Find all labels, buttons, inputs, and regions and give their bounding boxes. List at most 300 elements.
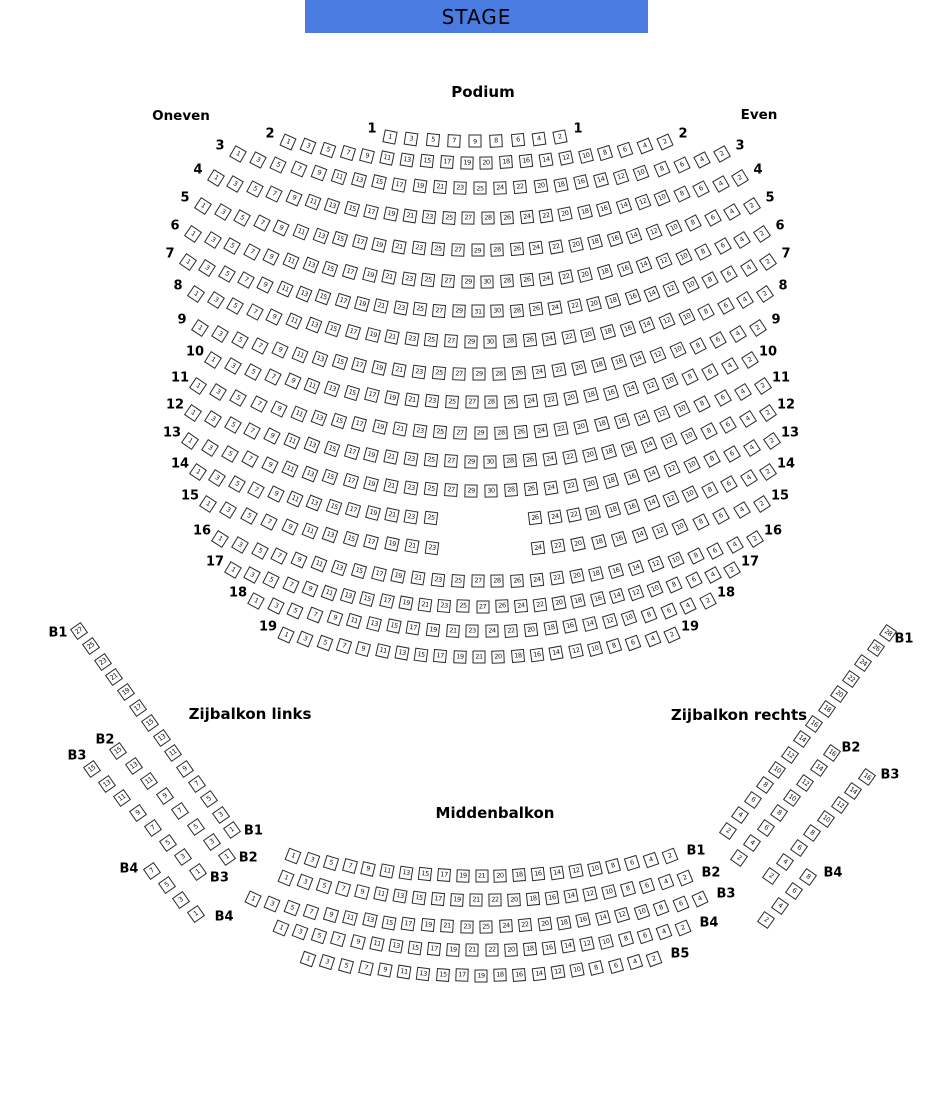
seat[interactable]: 1: [223, 821, 241, 839]
seat[interactable]: 3: [198, 259, 216, 277]
seat[interactable]: 13: [306, 495, 323, 512]
seat[interactable]: 22: [564, 478, 579, 493]
seat[interactable]: 27: [476, 600, 489, 613]
seat[interactable]: 24: [529, 241, 544, 256]
seat[interactable]: 5: [270, 156, 287, 173]
seat[interactable]: 1: [207, 169, 225, 187]
seat[interactable]: 3: [214, 203, 232, 221]
seat[interactable]: 10: [665, 219, 682, 236]
seat[interactable]: 15: [325, 321, 342, 338]
seat[interactable]: 9: [176, 760, 194, 778]
seat[interactable]: 14: [644, 285, 661, 302]
seat[interactable]: 13: [303, 436, 320, 453]
seat[interactable]: 4: [637, 138, 654, 155]
seat[interactable]: 3: [201, 439, 219, 457]
seat[interactable]: 12: [614, 907, 630, 923]
seat[interactable]: 22: [558, 269, 573, 284]
seat[interactable]: 3: [231, 536, 249, 554]
seat[interactable]: 4: [627, 954, 643, 970]
seat[interactable]: 8: [489, 134, 503, 148]
seat[interactable]: 21: [383, 478, 398, 493]
seat[interactable]: 23: [425, 540, 440, 555]
seat[interactable]: 12: [550, 965, 565, 980]
seat[interactable]: 11: [113, 789, 131, 807]
seat[interactable]: 12: [655, 253, 672, 270]
seat[interactable]: 30: [484, 484, 497, 497]
seat[interactable]: 27: [444, 454, 458, 468]
seat[interactable]: 2: [762, 867, 780, 885]
seat[interactable]: 10: [569, 963, 584, 978]
seat[interactable]: 17: [352, 234, 368, 250]
seat[interactable]: 20: [830, 685, 848, 703]
seat[interactable]: 1: [194, 197, 212, 215]
seat[interactable]: 26: [510, 242, 524, 256]
seat[interactable]: 21: [469, 893, 482, 906]
seat[interactable]: 2: [757, 911, 775, 929]
seat[interactable]: 8: [666, 576, 683, 593]
seat[interactable]: 11: [397, 965, 412, 980]
seat[interactable]: 8: [689, 337, 707, 355]
seat[interactable]: 19: [384, 536, 400, 552]
seat[interactable]: 2: [677, 870, 694, 887]
seat[interactable]: 19: [372, 360, 388, 376]
seat[interactable]: 2: [663, 626, 680, 643]
seat[interactable]: 20: [537, 917, 552, 932]
seat[interactable]: 3: [203, 833, 221, 851]
seat[interactable]: 6: [712, 507, 730, 525]
seat[interactable]: 27: [471, 574, 484, 587]
seat[interactable]: 20: [568, 237, 584, 253]
seat[interactable]: 4: [739, 410, 757, 428]
seat[interactable]: 2: [731, 169, 749, 187]
seat[interactable]: 10: [647, 581, 664, 598]
seat[interactable]: 15: [322, 261, 339, 278]
seat[interactable]: 10: [587, 861, 603, 877]
seat[interactable]: 17: [431, 892, 445, 906]
seat[interactable]: 17: [351, 357, 367, 373]
seat[interactable]: 11: [282, 461, 299, 478]
seat[interactable]: 7: [303, 903, 320, 920]
seat[interactable]: 7: [339, 145, 355, 161]
seat[interactable]: 5: [338, 958, 354, 974]
seat[interactable]: 8: [588, 960, 604, 976]
seat[interactable]: 4: [712, 175, 730, 193]
seat[interactable]: 6: [717, 297, 735, 315]
seat[interactable]: 19: [412, 179, 427, 194]
seat[interactable]: 16: [619, 321, 636, 338]
seat[interactable]: 10: [587, 641, 603, 657]
seat[interactable]: 21: [384, 449, 399, 464]
seat[interactable]: 2: [741, 351, 759, 369]
seat[interactable]: 25: [424, 333, 438, 347]
seat[interactable]: 1: [300, 951, 317, 968]
seat[interactable]: 29: [452, 304, 466, 318]
seat[interactable]: 11: [286, 313, 303, 330]
seat[interactable]: 20: [558, 206, 573, 221]
seat[interactable]: 2: [719, 822, 737, 840]
seat[interactable]: 9: [262, 456, 279, 473]
seat[interactable]: 5: [229, 390, 247, 408]
seat[interactable]: 22: [488, 893, 501, 906]
seat[interactable]: 21: [392, 421, 407, 436]
seat[interactable]: 25: [424, 453, 438, 467]
seat[interactable]: 8: [653, 161, 670, 178]
seat[interactable]: 21: [403, 208, 418, 223]
seat[interactable]: 8: [620, 881, 636, 897]
seat[interactable]: 8: [684, 214, 702, 232]
seat[interactable]: 19: [372, 237, 388, 253]
seat[interactable]: 21: [411, 571, 426, 586]
seat[interactable]: 23: [404, 451, 419, 466]
seat[interactable]: 17: [455, 969, 469, 983]
seat[interactable]: 9: [284, 373, 301, 390]
seat[interactable]: 15: [343, 530, 359, 546]
seat[interactable]: 4: [734, 383, 752, 401]
seat[interactable]: 26: [867, 639, 885, 657]
seat[interactable]: 28: [503, 334, 517, 348]
seat[interactable]: 7: [342, 858, 358, 874]
seat[interactable]: 13: [392, 889, 407, 904]
seat[interactable]: 16: [607, 231, 623, 247]
seat[interactable]: 21: [446, 624, 460, 638]
seat[interactable]: 7: [251, 337, 269, 355]
seat[interactable]: 14: [636, 257, 653, 274]
seat[interactable]: 3: [208, 469, 226, 487]
seat[interactable]: 18: [512, 868, 526, 882]
seat[interactable]: 14: [549, 865, 564, 880]
seat[interactable]: 8: [653, 899, 670, 916]
seat[interactable]: 6: [692, 180, 710, 198]
seat[interactable]: 3: [204, 410, 222, 428]
seat[interactable]: 1: [191, 319, 209, 337]
seat[interactable]: 17: [129, 698, 147, 716]
seat[interactable]: 11: [379, 150, 394, 165]
seat[interactable]: 14: [582, 616, 598, 632]
seat[interactable]: 3: [264, 895, 281, 912]
seat[interactable]: 21: [374, 298, 390, 314]
seat[interactable]: 14: [531, 967, 545, 981]
seat[interactable]: 4: [740, 469, 758, 487]
seat[interactable]: 2: [753, 495, 771, 513]
seat[interactable]: 22: [551, 362, 566, 377]
seat[interactable]: 15: [332, 231, 348, 247]
seat[interactable]: 24: [524, 394, 538, 408]
seat[interactable]: 8: [617, 931, 633, 947]
seat[interactable]: 16: [545, 890, 560, 905]
seat[interactable]: 14: [549, 646, 564, 661]
seat[interactable]: 22: [505, 624, 519, 638]
seat[interactable]: 27: [454, 426, 468, 440]
seat[interactable]: 15: [418, 867, 432, 881]
seat[interactable]: 10: [621, 610, 638, 627]
seat[interactable]: 7: [237, 271, 255, 289]
seat[interactable]: 28: [879, 624, 897, 642]
seat[interactable]: 6: [744, 791, 762, 809]
seat[interactable]: 15: [436, 968, 450, 982]
seat[interactable]: 3: [172, 891, 190, 909]
seat[interactable]: 5: [218, 265, 236, 283]
seat[interactable]: 9: [281, 518, 298, 535]
seat[interactable]: 25: [474, 182, 487, 195]
seat[interactable]: 26: [512, 366, 526, 380]
seat[interactable]: 20: [571, 536, 587, 552]
seat[interactable]: 22: [533, 597, 548, 612]
seat[interactable]: 3: [297, 631, 314, 648]
seat[interactable]: 7: [307, 606, 324, 623]
seat[interactable]: 4: [531, 131, 546, 146]
seat[interactable]: 15: [344, 384, 360, 400]
seat[interactable]: 1: [229, 145, 247, 163]
seat[interactable]: 12: [582, 886, 597, 901]
seat[interactable]: 24: [485, 624, 498, 637]
seat[interactable]: 3: [204, 231, 222, 249]
seat[interactable]: 29: [464, 335, 477, 348]
seat[interactable]: 18: [817, 700, 835, 718]
seat[interactable]: 26: [522, 333, 536, 347]
seat[interactable]: 5: [240, 507, 258, 525]
seat[interactable]: 4: [644, 631, 661, 648]
seat[interactable]: 16: [563, 619, 578, 634]
seat[interactable]: 12: [831, 796, 849, 814]
seat[interactable]: 16: [623, 469, 640, 486]
seat[interactable]: 4: [743, 439, 761, 457]
seat[interactable]: 1: [277, 626, 294, 643]
seat[interactable]: 10: [667, 552, 684, 569]
seat[interactable]: 5: [233, 209, 251, 227]
seat[interactable]: 6: [673, 156, 690, 173]
seat[interactable]: 6: [785, 882, 803, 900]
seat[interactable]: 15: [109, 742, 127, 760]
seat[interactable]: 3: [319, 954, 335, 970]
seat[interactable]: 18: [605, 502, 621, 518]
seat[interactable]: 8: [756, 776, 774, 794]
seat[interactable]: 19: [391, 569, 406, 584]
seat[interactable]: 13: [340, 588, 356, 604]
seat[interactable]: 23: [437, 599, 451, 613]
seat[interactable]: 28: [485, 396, 498, 409]
seat[interactable]: 5: [221, 445, 239, 463]
seat[interactable]: 22: [544, 392, 559, 407]
seat[interactable]: 10: [783, 789, 801, 807]
seat[interactable]: 24: [854, 654, 872, 672]
seat[interactable]: 11: [305, 194, 322, 211]
seat[interactable]: 2: [674, 919, 691, 936]
seat[interactable]: 13: [311, 350, 328, 367]
seat[interactable]: 24: [519, 210, 533, 224]
seat[interactable]: 3: [212, 806, 230, 824]
seat[interactable]: 18: [591, 534, 607, 550]
seat[interactable]: 19: [426, 622, 440, 636]
seat[interactable]: 28: [500, 274, 514, 288]
seat[interactable]: 11: [321, 584, 338, 601]
seat[interactable]: 2: [730, 849, 748, 867]
seat[interactable]: 17: [427, 942, 441, 956]
seat[interactable]: 27: [452, 367, 466, 381]
seat[interactable]: 29: [461, 275, 474, 288]
seat[interactable]: 8: [597, 145, 613, 161]
seat[interactable]: 17: [406, 621, 421, 636]
seat[interactable]: 10: [672, 518, 689, 535]
seat[interactable]: 1: [244, 890, 261, 907]
seat[interactable]: 14: [844, 782, 862, 800]
seat[interactable]: 11: [331, 168, 347, 184]
seat[interactable]: 6: [685, 572, 702, 589]
seat[interactable]: 19: [456, 869, 469, 882]
seat[interactable]: 24: [530, 572, 544, 586]
seat[interactable]: 9: [263, 248, 280, 265]
seat[interactable]: 3: [211, 325, 229, 343]
seat[interactable]: 3: [174, 848, 192, 866]
seat[interactable]: 11: [286, 490, 303, 507]
seat[interactable]: 11: [301, 523, 318, 540]
seat[interactable]: 18: [543, 621, 558, 636]
seat[interactable]: 12: [650, 346, 667, 363]
seat[interactable]: 28: [510, 304, 524, 318]
seat[interactable]: 20: [571, 360, 587, 376]
seat[interactable]: 12: [796, 774, 814, 792]
seat[interactable]: 13: [312, 227, 329, 244]
seat[interactable]: 1: [199, 495, 217, 513]
seat[interactable]: 10: [817, 810, 835, 828]
seat[interactable]: 17: [440, 155, 454, 169]
seat[interactable]: 12: [635, 194, 652, 211]
seat[interactable]: 6: [672, 895, 689, 912]
seat[interactable]: 6: [704, 209, 722, 227]
seat[interactable]: 22: [518, 918, 532, 932]
seat[interactable]: 14: [615, 198, 632, 215]
seat[interactable]: 14: [630, 350, 647, 367]
seat[interactable]: 13: [153, 729, 171, 747]
seat[interactable]: 15: [381, 915, 396, 930]
seat[interactable]: 14: [626, 227, 643, 244]
seat[interactable]: 18: [594, 416, 610, 432]
seat[interactable]: 29: [464, 484, 477, 497]
seat[interactable]: 21: [385, 329, 400, 344]
seat[interactable]: 1: [224, 561, 242, 579]
seat[interactable]: 5: [244, 363, 262, 381]
seat[interactable]: 24: [534, 423, 549, 438]
seat[interactable]: 1: [189, 863, 207, 881]
seat[interactable]: 1: [272, 919, 289, 936]
seat[interactable]: 5: [226, 297, 244, 315]
seat[interactable]: 23: [422, 210, 436, 224]
seat[interactable]: 6: [625, 635, 642, 652]
seat[interactable]: 14: [622, 381, 639, 398]
seat[interactable]: 8: [605, 858, 621, 874]
seat[interactable]: 3: [224, 357, 242, 375]
seat[interactable]: 4: [655, 924, 672, 941]
seat[interactable]: 21: [466, 944, 479, 957]
seat[interactable]: 11: [304, 377, 321, 394]
seat[interactable]: 14: [793, 730, 811, 748]
seat[interactable]: 7: [336, 638, 352, 654]
seat[interactable]: 5: [187, 817, 205, 835]
seat[interactable]: 11: [290, 405, 307, 422]
seat[interactable]: 4: [721, 357, 739, 375]
seat[interactable]: 14: [643, 465, 660, 482]
seat[interactable]: 20: [580, 327, 596, 343]
seat[interactable]: 19: [354, 296, 370, 312]
seat[interactable]: 10: [675, 248, 692, 265]
seat[interactable]: 15: [322, 469, 339, 486]
seat[interactable]: 25: [424, 511, 439, 526]
seat[interactable]: 12: [652, 523, 669, 540]
seat[interactable]: 12: [781, 746, 799, 764]
seat[interactable]: 27: [462, 212, 475, 225]
seat[interactable]: 24: [539, 271, 554, 286]
seat[interactable]: 24: [531, 364, 546, 379]
seat[interactable]: 17: [345, 324, 361, 340]
seat[interactable]: 24: [542, 451, 557, 466]
seat[interactable]: 4: [704, 567, 722, 585]
seat[interactable]: 7: [246, 303, 264, 321]
seat[interactable]: 7: [253, 214, 271, 232]
seat[interactable]: 17: [345, 502, 361, 518]
seat[interactable]: 18: [571, 593, 587, 609]
seat[interactable]: 5: [251, 542, 269, 560]
seat[interactable]: 9: [361, 861, 377, 877]
seat[interactable]: 16: [616, 261, 633, 278]
seat[interactable]: 2: [552, 129, 567, 144]
seat[interactable]: 18: [556, 915, 571, 930]
seat[interactable]: 12: [663, 281, 680, 298]
seat[interactable]: 11: [293, 223, 310, 240]
seat[interactable]: 13: [302, 257, 319, 274]
seat[interactable]: 5: [311, 927, 327, 943]
seat[interactable]: 15: [386, 619, 401, 634]
seat[interactable]: 3: [267, 597, 284, 614]
seat[interactable]: 3: [297, 874, 314, 891]
seat[interactable]: 12: [654, 405, 671, 422]
seat[interactable]: 24: [493, 181, 507, 195]
seat[interactable]: 23: [412, 364, 427, 379]
seat[interactable]: 4: [776, 853, 794, 871]
seat[interactable]: 6: [714, 390, 732, 408]
seat[interactable]: 15: [141, 714, 159, 732]
seat[interactable]: 5: [316, 877, 332, 893]
seat[interactable]: 5: [263, 572, 280, 589]
seat[interactable]: 1: [181, 432, 199, 450]
seat[interactable]: 7: [282, 576, 299, 593]
seat[interactable]: 19: [460, 156, 473, 169]
seat[interactable]: 28: [492, 367, 506, 381]
seat[interactable]: 4: [736, 291, 754, 309]
seat[interactable]: 12: [613, 168, 629, 184]
seat[interactable]: 7: [260, 513, 278, 531]
seat[interactable]: 17: [343, 444, 359, 460]
seat[interactable]: 16: [823, 744, 841, 762]
seat[interactable]: 23: [466, 624, 479, 637]
seat[interactable]: 10: [682, 486, 699, 503]
seat[interactable]: 16: [596, 201, 612, 217]
seat[interactable]: 23: [404, 331, 419, 346]
seat[interactable]: 8: [799, 868, 817, 886]
seat[interactable]: 10: [633, 165, 650, 182]
seat[interactable]: 15: [323, 440, 340, 457]
seat[interactable]: 12: [602, 613, 618, 629]
seat[interactable]: 11: [375, 644, 391, 660]
seat[interactable]: 1: [184, 404, 202, 422]
seat[interactable]: 13: [311, 409, 328, 426]
seat[interactable]: 15: [344, 201, 360, 217]
seat[interactable]: 2: [743, 197, 761, 215]
seat[interactable]: 21: [475, 869, 488, 882]
seat[interactable]: 22: [554, 421, 569, 436]
seat[interactable]: 2: [699, 592, 717, 610]
seat[interactable]: 20: [586, 296, 602, 312]
seat[interactable]: 1: [285, 848, 302, 865]
seat[interactable]: 7: [271, 547, 288, 564]
